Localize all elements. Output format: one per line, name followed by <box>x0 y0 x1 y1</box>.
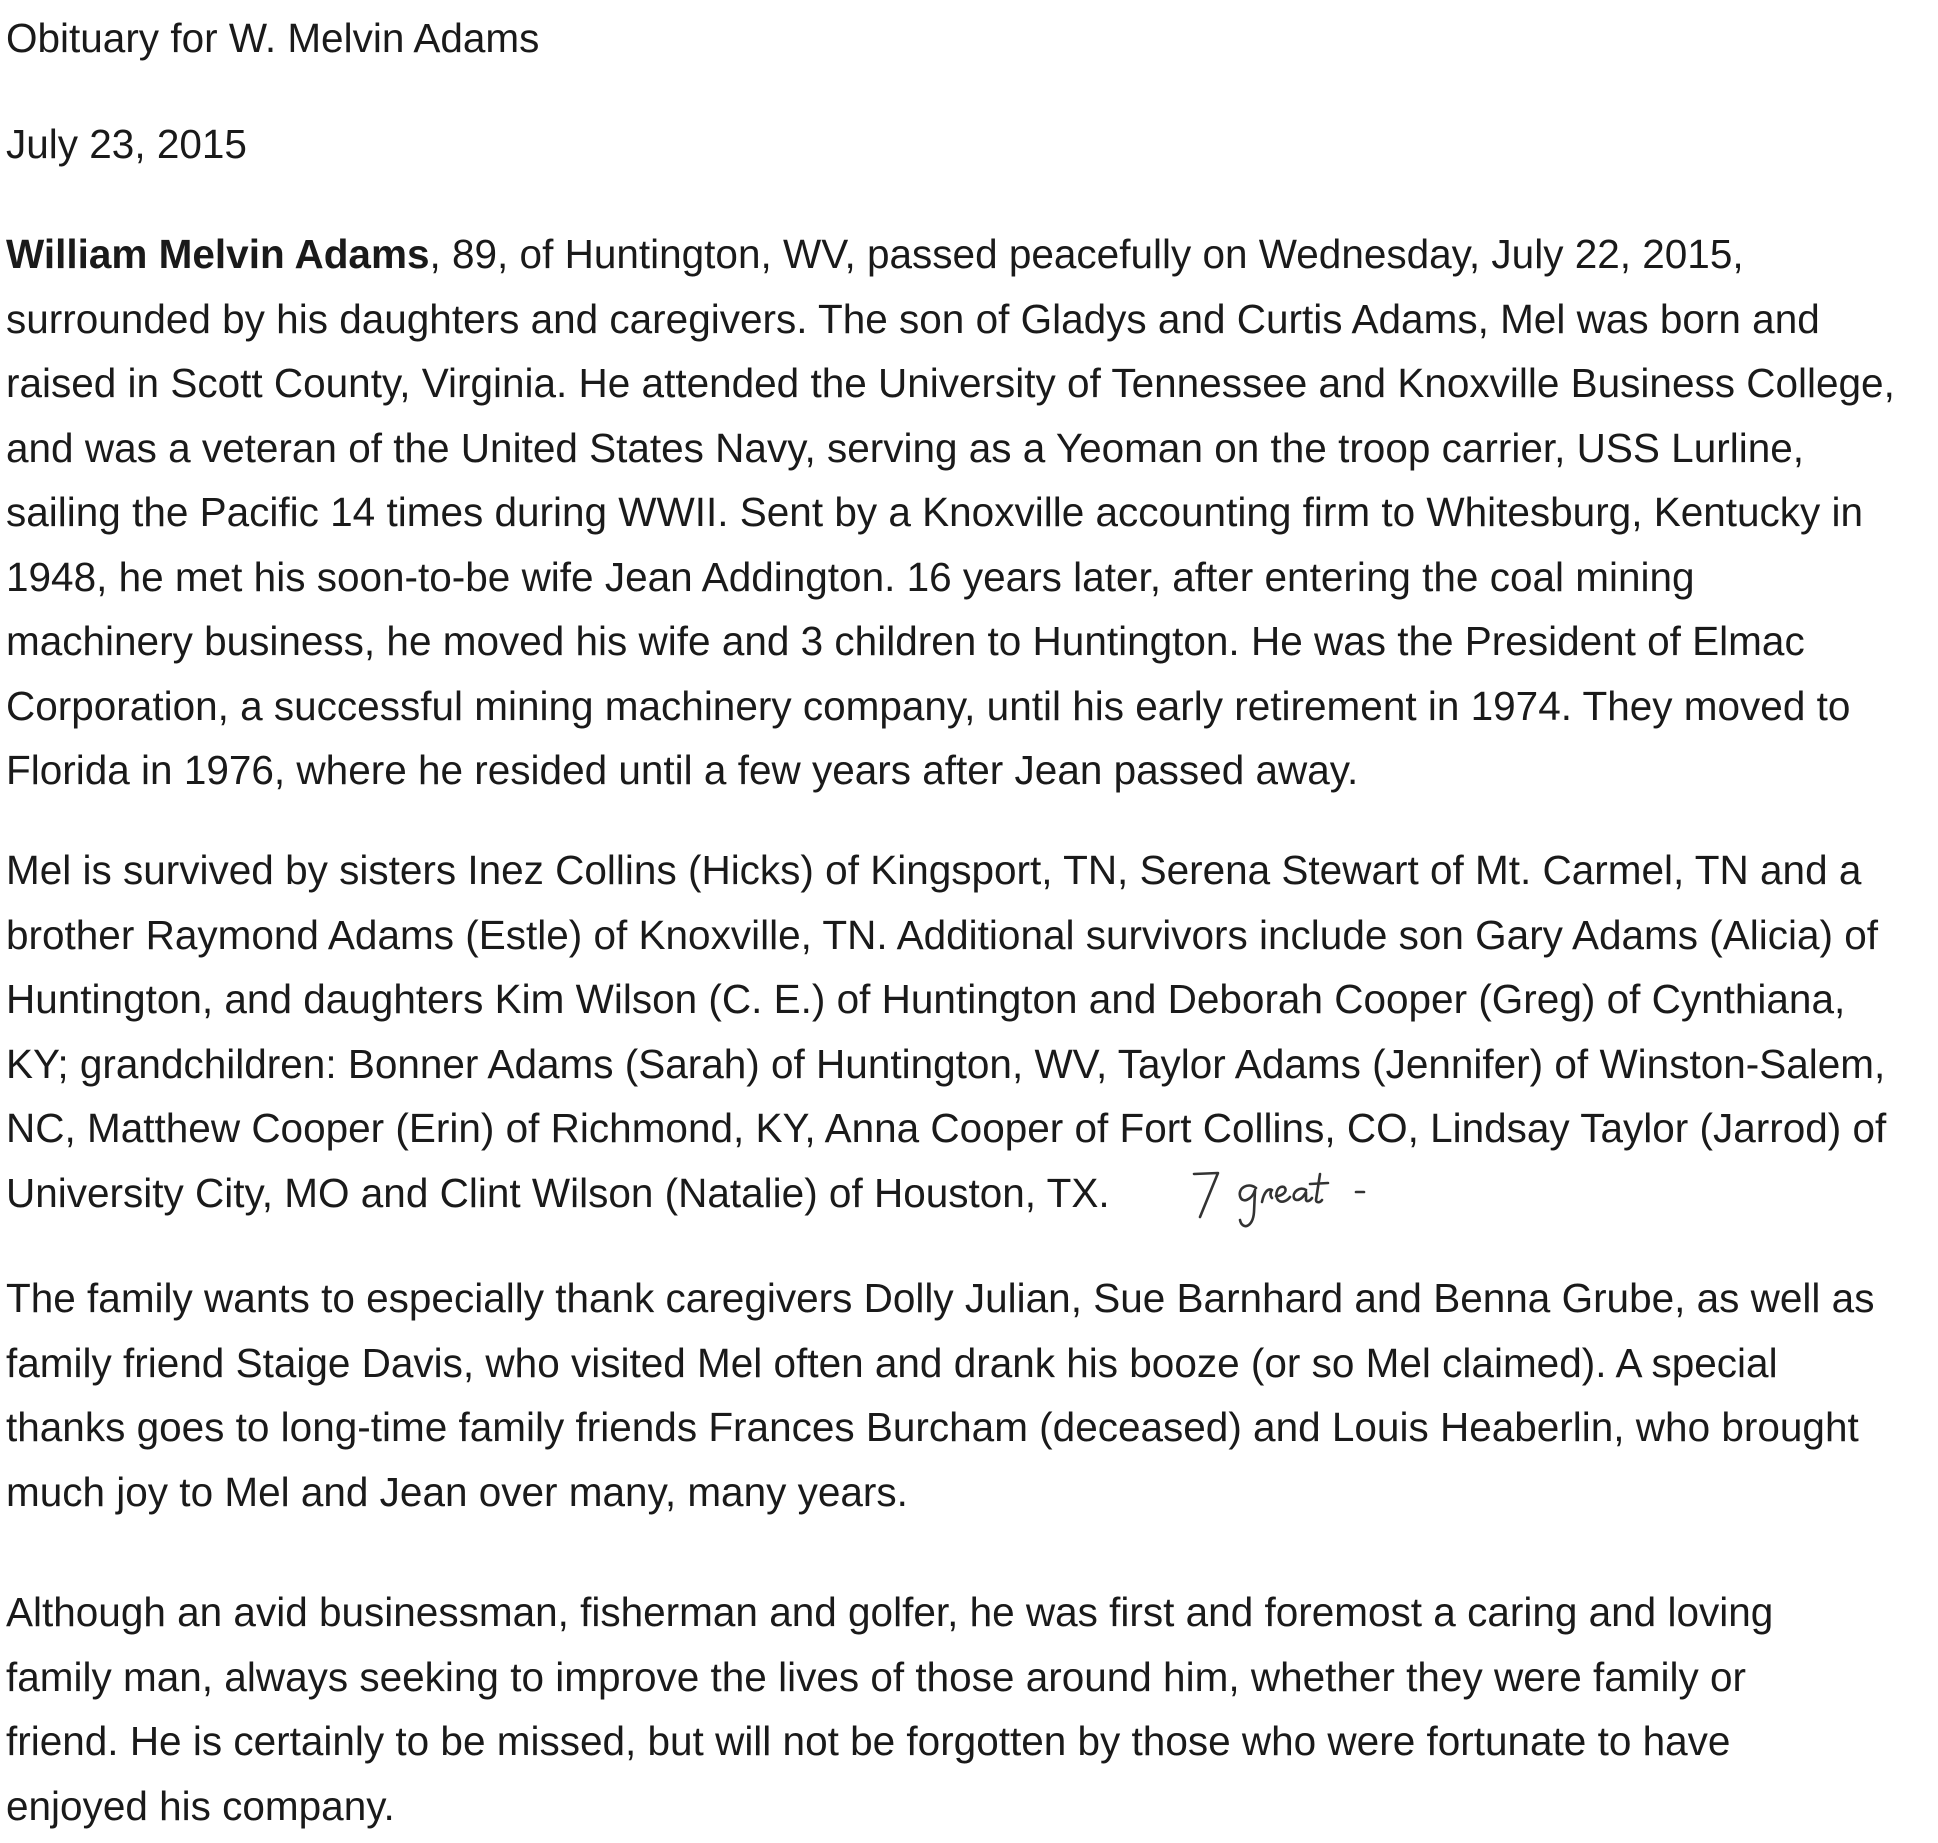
paragraph-line: Although an avid businessman, fisherman and golfer, he was first and foremost a caring and loving <box>6 1589 1774 1635</box>
line-text: , 89, of Huntington, WV, passed peacefully on Wednesday, July 22, 2015, <box>429 231 1744 277</box>
paragraph-line: brother Raymond Adams (Estle) of Knoxville, TN. Additional survivors include son Gary Adams (Alicia) of <box>6 911 1879 958</box>
paragraph-line: enjoyed his company. <box>6 1782 395 1829</box>
paragraph-line: friend. He is certainly to be missed, but will not be forgotten by those who were fortunate to have <box>6 1718 1731 1764</box>
paragraph-line: NC, Matthew Cooper (Erin) of Richmond, KY, Anna Cooper of Fort Collins, CO, Lindsay Taylor (Jarrod) of <box>6 1105 1887 1151</box>
paragraph-line: machinery business, he moved his wife and 3 children to Huntington. He was the President of Elmac <box>6 618 1805 664</box>
paragraph-line: 1948, he met his soon-to-be wife Jean Addington. 16 years later, after entering the coal mining <box>6 553 1695 600</box>
paragraph-line: The family wants to especially thank caregivers Dolly Julian, Sue Barnhard and Benna Grube, as well as <box>6 1275 1875 1321</box>
document-title: Obituary for W. Melvin Adams <box>6 15 540 61</box>
paragraph-line: thanks goes to long-time family friends Frances Burcham (deceased) and Louis Heaberlin, who brought <box>6 1404 1859 1450</box>
paragraph-line: surrounded by his daughters and caregivers. The son of Gladys and Curtis Adams, Mel was born and <box>6 295 1820 342</box>
paragraph-biography <box>6 222 1936 803</box>
paragraph-line: sailing the Pacific 14 times during WWII. Sent by a Knoxville accounting firm to Whitesburg, Kentucky in <box>6 489 1864 535</box>
paragraph-acknowledgements <box>6 1266 1936 1524</box>
paragraph-line: much joy to Mel and Jean over many, many years. <box>6 1468 908 1515</box>
paragraph-line: University City, MO and Clint Wilson (Natalie) of Houston, TX. <box>6 1169 1110 1216</box>
paragraph-line: Florida in 1976, where he resided until a few years after Jean passed away. <box>6 747 1359 793</box>
paragraph-line: Mel is survived by sisters Inez Collins (Hicks) of Kingsport, TN, Serena Stewart of Mt. Carmel, TN and a <box>6 847 1862 893</box>
deceased-name: William Melvin Adams <box>6 231 430 277</box>
paragraph-line: Huntington, and daughters Kim Wilson (C. E.) of Huntington and Deborah Cooper (Greg) of Cynthiana, <box>6 976 1846 1022</box>
document-date: July 23, 2015 <box>6 121 247 167</box>
paragraph-line: raised in Scott County, Virginia. He attended the University of Tennessee and Knoxville Business College, <box>6 360 1895 406</box>
paragraph-survivors <box>6 838 1936 1225</box>
paragraph-closing <box>6 1580 1936 1838</box>
paragraph-line: family friend Staige Davis, who visited Mel often and drank his booze (or so Mel claimed). A special <box>6 1339 1778 1386</box>
paragraph-line <box>6 222 1936 287</box>
paragraph-line: family man, always seeking to improve the lives of those around him, whether they were family or <box>6 1653 1747 1700</box>
paragraph-line: Corporation, a successful mining machinery company, until his early retirement in 1974. They moved to <box>6 682 1851 729</box>
paragraph-line: KY; grandchildren: Bonner Adams (Sarah) of Huntington, WV, Taylor Adams (Jennifer) of Winston-Salem, <box>6 1040 1886 1087</box>
paragraph-line: and was a veteran of the United States Navy, serving as a Yeoman on the troop carrier, USS Lurline, <box>6 424 1805 471</box>
handwritten-note <box>1188 1162 1428 1232</box>
